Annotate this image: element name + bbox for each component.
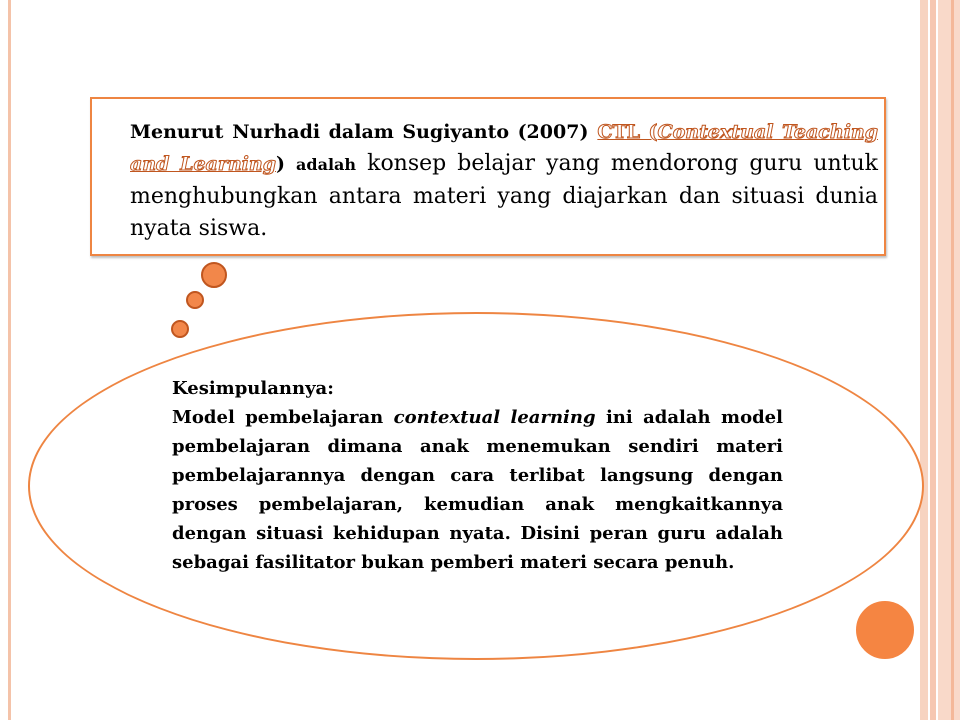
ctl-full-name: Contextual Teaching and Learning bbox=[130, 121, 879, 175]
thought-bubble-small bbox=[171, 320, 189, 338]
left-decorative-rule bbox=[8, 0, 11, 720]
conclusion-body-italic: contextual learning bbox=[393, 407, 596, 428]
definition-text bbox=[130, 116, 878, 245]
definition-body: konsep belajar yang mendorong guru untuk menghubungkan antara materi yang diajarkan dan situasi dunia nyata siswa. bbox=[130, 151, 878, 241]
definition-connector: adalah bbox=[296, 155, 357, 174]
conclusion-text bbox=[172, 374, 783, 577]
thought-bubble-medium bbox=[186, 291, 204, 309]
ctl-close-paren: ) bbox=[275, 153, 285, 175]
ctl-abbr: CTL ( bbox=[597, 121, 658, 143]
right-decorative-stripe bbox=[930, 0, 936, 720]
right-decorative-stripe bbox=[920, 0, 928, 720]
conclusion-body bbox=[172, 403, 783, 577]
conclusion-body-end: ini adalah model pembelajaran dimana anak menemukan sendiri materi pembelajarannya dengan cara terlibat langsung dengan proses pembelajaran, kemudian anak mengkaitkannya dengan situasi kehidupan nyata. Disini peran guru adalah sebagai fasilitator bukan pemberi materi secara penuh. bbox=[172, 407, 783, 573]
definition-source: Nurhadi dalam Sugiyanto (2007) bbox=[232, 121, 589, 143]
right-decorative-stripe bbox=[951, 0, 954, 720]
decorative-circle bbox=[856, 601, 914, 659]
definition-lead: Menurut bbox=[130, 121, 224, 143]
right-decorative-stripe bbox=[938, 0, 960, 720]
conclusion-body-start: Model pembelajaran bbox=[172, 407, 384, 428]
thought-bubble-large bbox=[201, 262, 227, 288]
conclusion-heading: Kesimpulannya: bbox=[172, 378, 334, 399]
definition-box bbox=[90, 97, 886, 256]
